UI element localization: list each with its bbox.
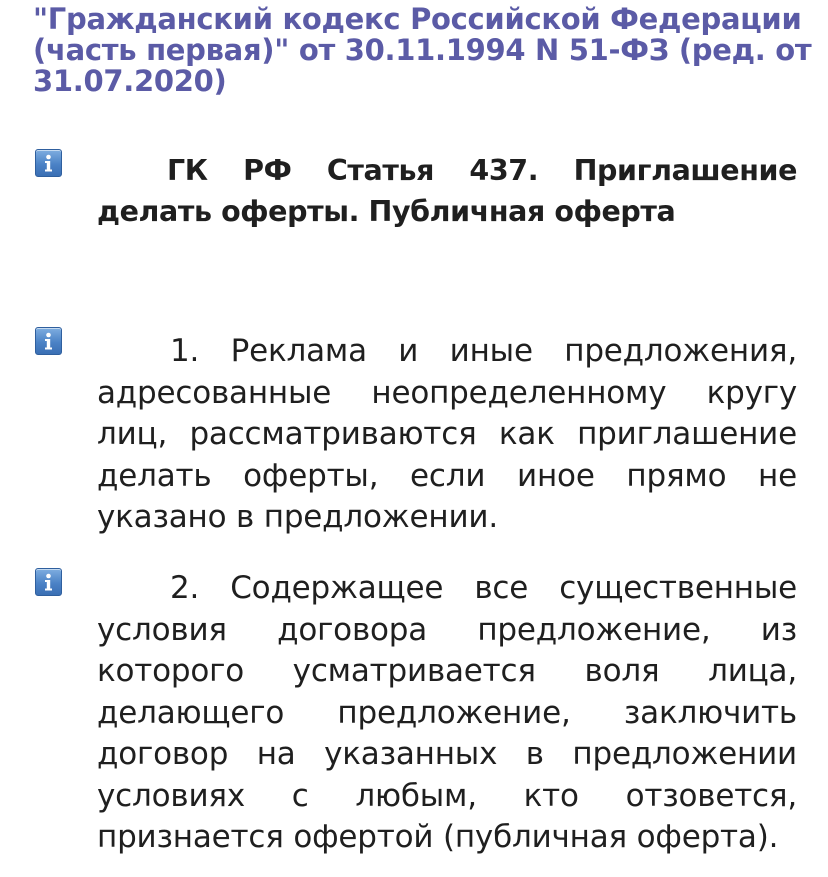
document-title: "Гражданский кодекс Российской Федерации (часть первая)" от 30.11.1994 N 51-ФЗ (ред. от 31.07.2020) bbox=[33, 2, 812, 98]
article-paragraph-2: 2. Содержащее все существенные условия договора предложение, из которого усматривается воля лица, делающего предложение, заключить договор на указанных в предложении условиях с любым, кто отзовется, признается офертой (публичная оферта). bbox=[97, 570, 797, 855]
info-icon[interactable] bbox=[35, 327, 62, 355]
info-icon[interactable] bbox=[35, 149, 62, 177]
article-paragraph-1: 1. Реклама и иные предложения, адресованные неопределенному кругу лиц, рассматриваются как приглашение делать оферты, если иное прямо не указано в предложении. bbox=[97, 333, 797, 535]
article-heading: ГК РФ Статья 437. Приглашение делать оферты. Публичная оферта bbox=[97, 154, 797, 228]
info-icon[interactable] bbox=[35, 568, 62, 596]
